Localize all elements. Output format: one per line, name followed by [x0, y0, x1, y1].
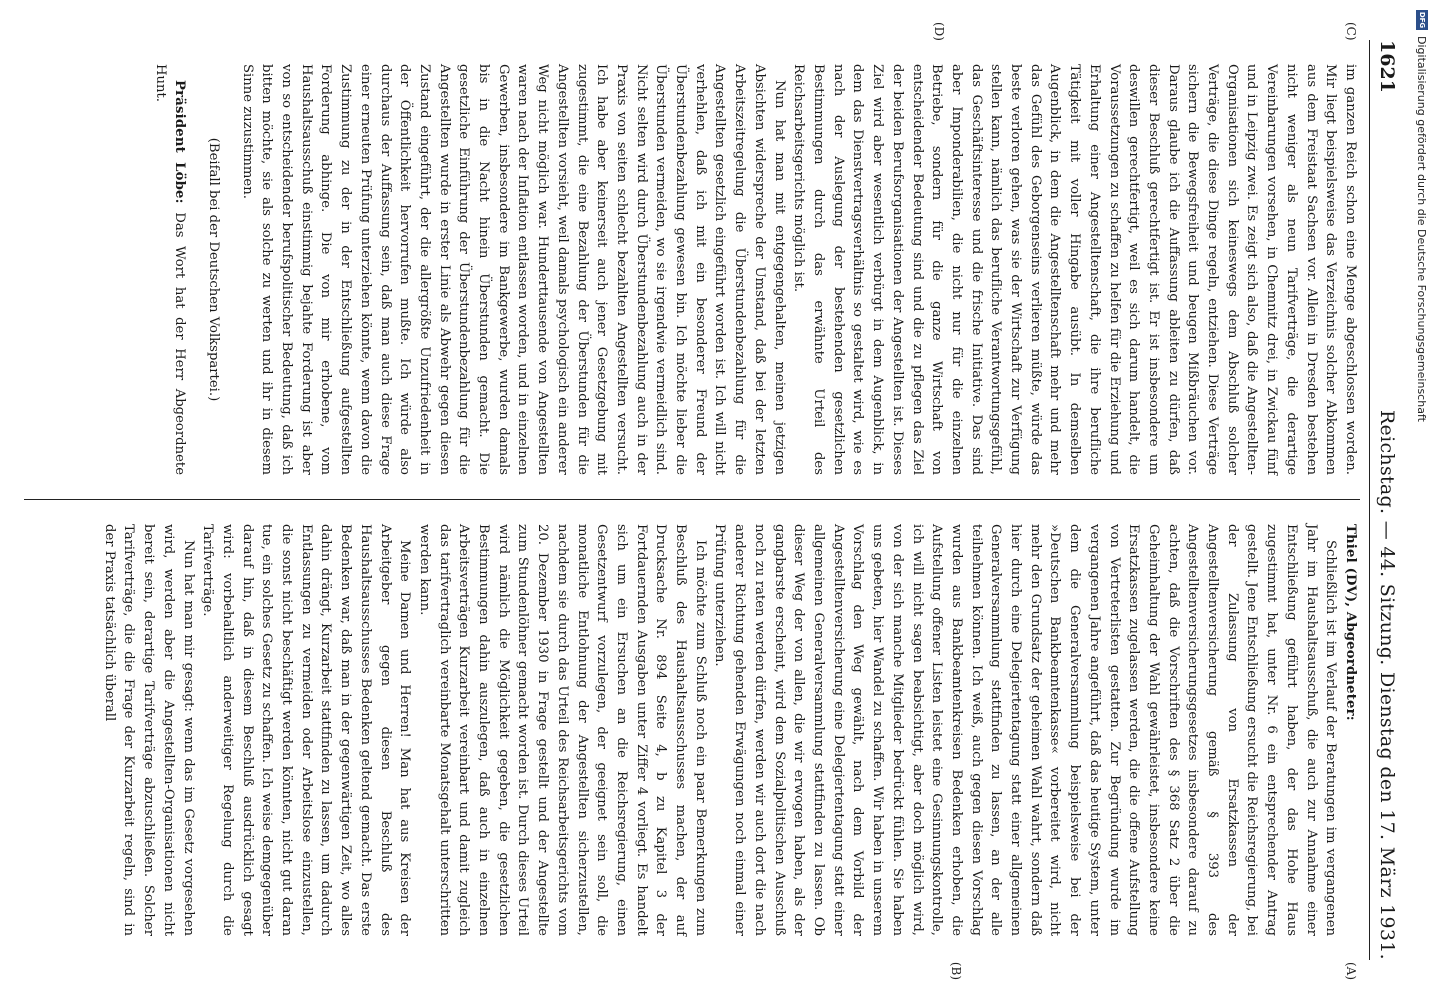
paragraph: Nun hat man mit entgegengehalten, meinen jetzigen Absichten widerspreche der Umstand, daß bei der letzten Arbeitszeitregelung die Überstundenbezahlung für die Angestellten gesetzlich eingeführt worden ist. Ich will nicht verhehlen, daß ich mit ein besonderer Freund der Überstundenbezahlung gewesen bin. Ich möchte lieber die Überstunden vermeiden, wo sie irgendwie vermeidlich sind. Nicht selten wird durch Überstundenbezahlung auch in der Praxis von seiten schlecht bezahlten Angestellten versucht. Ich habe aber keinerseit auch jener Gesetzgebung mit zugestimmt, die eine Bezahlung der Überstunden für die Angestellten vorsieht, weil damals psychologisch ein anderer Weg nicht möglich war. Hunderttausende von Angestellten waren nach der Inflation entlassen worden, und in einzelnen Gewerben, insbesondere im Bankgewerbe, wurden damals bis in die Nacht hinein Überstunden gemacht. Die gesetzliche Einführung der Überstundenbezahlung für die Angestellten wurde in erster Linie als Abwehr gegen diesen Zustand eingeführt, der die allergrößte Unzufriedenheit in der Öffentlichkeit hervorrufen mußte. Ich würde also durchaus der Auffassung sein, daß man auch diese Frage einer erneuten Prüfung unterziehen könnte, wenn davon die Zustimmung zu der in der Entschließung aufgestellten Forderung abhinge. Die von mir erhobene, vom Haushaltsausschuß einstimmig bejahte Forderung ist aber von so entscheidender berufspolitischer Bedeutung, daß ich bitten möchte, sie als solche zu werten und ihr in diesem Sinne zuzustimmen.	[239, 64, 787, 475]
paragraph: im ganzen Reich schon eine Menge abgeschlossen worden. Mir liegt beispielsweise das Verzeichnis solcher Abkommen aus dem Freistaat Sachsen vor. Allein in Dresden bestehen nicht weniger als neun Tarifverträge, die derartige Vereinbarungen vorsehen, in Chemnitz drei, in Zwickau fünf und in Leipzig zwei. Es zeigt sich also, daß die Angestellten-Organisationen sich keineswegs dem Abschluß solcher Verträge, die diese Dinge regeln, entziehen. Diese Verträge sichern die Bewegsfreiheit und beugen Mißbräuchen vor. Daraus glaube ich die Auffassung ableiten zu dürfen, daß dieser Beschluß gerechtfertigt ist. Er ist insbesondere um deswillen gerechtfertigt, weil es sich darum handelt, die Voraussetzungen zu schaffen zu helfen für die Erziehung und Erhaltung einer Angestelltenschaft, die ihre berufliche Tätigkeit mit voller Hingabe ausübt. In demselben Augenblick, in dem die Angestelltenschaft mehr und mehr das Gefühl des Geborgenseins verlieren müßte, würde das beste verloren gehen, was sie der Wirtschaft zur Verfügung stellen kann, nämlich das berufliche Verantwortungsgefühl, das Geschäftsinteresse und die frische Initiative. Das sind aber Imponderabilien, die nicht nur für die einzelnen Betriebe, sondern für die ganze Wirtschaft von entscheidender Bedeutung sind und die zu pflegen das Ziel der beiden Berufsorganisationen der Angestellten ist. Dieses Ziel wird aber wesentlich verbürgt in dem Augenblick, in dem das Dienstvertragsverhältnis so gestaltet wird, wie es nach der Auslegung der bestehenden gesetzlichen Bestimmungen durch das erwähnte Urteil des Reichsarbeitsgerichts möglich ist.	[791, 64, 1358, 475]
column-marker-d: (D)	[932, 22, 946, 41]
president-name: Präsident Löbe:	[172, 80, 188, 204]
applause-note: (Beifall bei der Deutschen Volkspartei.)	[205, 137, 221, 402]
speaker-name: Thiel (DV), Abgeordneter:	[1343, 524, 1358, 721]
dfg-logo-icon: DFG	[1418, 11, 1426, 29]
column-marker-a: (A)	[1344, 961, 1358, 980]
page-number: 1621	[1376, 40, 1398, 93]
paragraph: Nun hat man mir gesagt: wenn das im Gesetz vorgesehen wird, werden aber die Angestellten-Organisationen nicht bereit sein, derartige Tarifverträge abzuschließen. Solcher Tarifverträge, die die Frage der Kurzarbeit regeln, sind in der Praxis tatsächlich überall	[101, 524, 196, 936]
running-head: Reichstag. — 44. Sitzung. Dienstag den 17. März 1931.	[1376, 409, 1398, 960]
president-statement: Das Wort hat der Herr Abgeordnete Hunt.	[152, 64, 188, 475]
digitization-credit-text: Digitalisierung gefördert durch die Deutsche Forschungsgemeinschaft	[1415, 36, 1429, 422]
text-columns	[24, 22, 1360, 980]
column-marker-b: (B)	[949, 961, 963, 980]
column-left	[24, 22, 1360, 500]
page-header	[1369, 40, 1404, 960]
paragraph: Meine Damen und Herren! Man hat aus Kreisen der Arbeitgeber gegen diesen Beschluß des Haushaltsausschusses Bedenken geltend gemacht. Das erste Bedenken war, daß man in der gegenwärtigen Zeit, wo alles dahin drängt, Kurzarbeit stattfinden zu lassen, um dadurch Entlassungen zu vermeiden oder Arbeitslose einzustellen, die sonst nicht beschäftigt werden könnten, nicht gut daran tue, ein solches Gesetz zu schaffen. Ich weise demgegenüber darauf hin, daß in diesem Beschluß ausdrücklich gesagt wird: vorbehaltlich anderweitiger Regelung durch die Tarifverträge.	[200, 524, 413, 936]
column-marker-c: (C)	[1344, 22, 1358, 41]
paragraph: Schließlich ist im Verlauf der Beratungen im vergangenen Jahr im Haushaltsausschuß, die auch zur Annahme einer Entschließung geführt haben, der das Hohe Haus zugestimmt hat, unter Nr. 6 ein entsprechender Antrag gestellt. Jene Entschließung ersucht die Reichsregierung, bei der Zulassung von Ersatzkassen der Angestelltenversicherung gemäß § 393 des Angestelltenversicherungsgesetzes insbesondere darauf zu achten, daß die Vorschriften des § 368 Satz 2 über die Geheimhaltung der Wahl gewährleistet, insbesondere keine Ersatzkassen zugelassen werden, die die offene Aufstellung von Vertreterlisten gestatten. Zur Begründung wurde im vergangenen Jahre angeführt, daß das heutige System, unter dem die Generalversammlung beispielsweise bei der »Deutschen Bankbeamtenkasse« vorbereitet wird, nicht mehr den Grundsatz der geheimen Wahl wahrt, sondern daß hier durch eine Delegiertentagung statt einer allgemeinen Generalversammlung stattfinden zu lassen, an der alle teilnehmen können. Ich weiß, auch gegen diesen Vorschlag wurden aus Bankbeamtenkreisen Bedenken erhoben, die Aufstellung offener Listen leistet eine Gesinnungskontrolle, ich will nicht sagen beabsichtigt, aber doch möglich wird, von der sich manche Mitglieder bedrückt fühlen. Sie haben uns gebeten, hier Wandel zu schaffen. Wir haben in unserem Vorschlag den Weg gewählt, nach dem Vorbild der Angestelltenversicherung eine Delegiertentagung statt einer allgemeinen Generalversammlung stattfinden zu lassen. Ob dieser Weg der von allen, die wir erwogen haben, als der gangbarste erscheint, wird dem Sozialpolitischen Ausschuß noch zu raten werden dürfen, werden wir auch dort die nach anderer Richtung gehenden Erwägungen noch einmal einer Prüfung unterziehen.	[712, 524, 1339, 936]
paragraph: Ich möchte zum Schluß noch ein paar Bemerkungen zum Beschluß des Haushaltsausschusses machen, der auf Drucksache Nr. 894 Seite 4, b zu Kapitel 3 der Fortdauernden Ausgaben unter Ziffer 4 vorliegt. Es handelt sich um ein Ersuchen an die Reichsregierung, einen Gesetzentwurf vorzulegen, der geeignet sein soll, die monatliche Entlohnung der Angestellten sicherzustellen, nachdem sie durch das Urteil des Reichsarbeitsgerichts vom 20. Dezember 1930 in Frage gestellt und der Angestellte zum Stundenlöhner gemacht worden ist. Durch dieses Urteil wird nämlich die Möglichkeit gegeben, die gesetzlichen Bestimmungen dahin auszulegen, daß auch in einzelnen Arbeitsverträgen Kurzarbeit vereinbart und damit zugleich das tarifvertraglich vereinbarte Monatsgehalt unterschritten werden kann.	[416, 524, 708, 936]
column-right	[24, 500, 1360, 980]
digitization-credit	[1410, 0, 1434, 1000]
